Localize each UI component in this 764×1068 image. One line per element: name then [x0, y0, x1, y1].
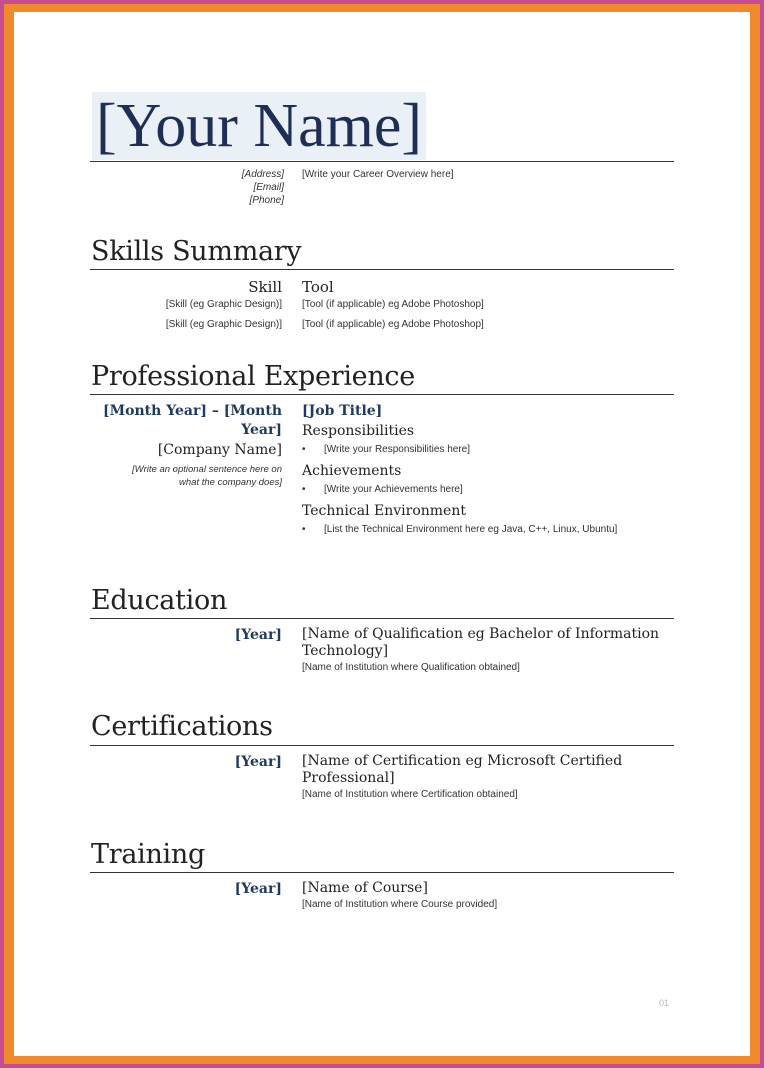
education-rule: [90, 618, 674, 619]
experience-title: Professional Experience: [91, 361, 415, 392]
skills-rule: [90, 269, 674, 270]
qualification-line1[interactable]: [Name of Qualification eg Bachelor of Information: [302, 626, 660, 642]
tool-row-1[interactable]: [Tool (if applicable) eg Adobe Photoshop]: [302, 299, 484, 310]
company-desc-line1[interactable]: [Write an optional sentence here on: [132, 464, 282, 475]
tool-row-2[interactable]: [Tool (if applicable) eg Adobe Photoshop]: [302, 319, 484, 330]
resume-page: [14, 12, 750, 1056]
email-text[interactable]: [Email]: [253, 182, 284, 193]
company-name[interactable]: [Company Name]: [157, 442, 282, 458]
certification-line1[interactable]: [Name of Certification eg Microsoft Certified: [302, 753, 623, 769]
name-rule: [90, 161, 674, 162]
training-year[interactable]: [Year]: [234, 881, 282, 897]
achievements-item[interactable]: • [Write your Achievements here]: [302, 484, 463, 495]
training-rule: [90, 872, 674, 873]
tool-column-header: Tool: [302, 278, 334, 296]
phone-text[interactable]: [Phone]: [249, 195, 284, 206]
bullet-icon: •: [302, 444, 306, 455]
certifications-rule: [90, 745, 674, 746]
certification-institution[interactable]: [Name of Institution where Certification obtained]: [302, 789, 518, 800]
experience-left: [103, 402, 282, 489]
training-institution[interactable]: [Name of Institution where Course provided]: [302, 899, 498, 910]
experience-rule: [90, 394, 674, 395]
training-details: [302, 880, 497, 911]
certification-year[interactable]: [Year]: [234, 754, 282, 770]
training-title: Training: [91, 839, 205, 870]
skill-row-2[interactable]: [Skill (eg Graphic Design)]: [165, 319, 282, 330]
career-overview[interactable]: [Write your Career Overview here]: [302, 169, 454, 180]
tech-heading: Technical Environment: [302, 503, 466, 519]
certifications-title: Certifications: [91, 711, 273, 742]
employment-dates-line2[interactable]: Year]: [241, 422, 282, 438]
employment-dates-line1[interactable]: [Month Year] – [Month: [103, 403, 282, 419]
achievements-heading: Achievements: [302, 463, 402, 479]
contact-block: [164, 168, 284, 207]
course-name[interactable]: [Name of Course]: [302, 880, 428, 896]
company-desc-line2[interactable]: what the company does]: [179, 477, 282, 488]
certification-details: [302, 753, 622, 801]
address-text[interactable]: [Address]: [241, 169, 284, 180]
education-details: [302, 626, 659, 674]
qualification-line2[interactable]: Technology]: [302, 643, 389, 659]
name-highlight: [92, 92, 426, 160]
certification-line2[interactable]: Professional]: [302, 770, 395, 786]
skill-column-header: Skill: [248, 278, 282, 296]
education-institution[interactable]: [Name of Institution where Qualification obtained]: [302, 662, 520, 673]
bullet-icon: •: [302, 484, 306, 495]
page-number: 01: [659, 998, 670, 1008]
responsibilities-heading: Responsibilities: [302, 423, 415, 439]
education-year[interactable]: [Year]: [234, 627, 282, 643]
skill-row-1[interactable]: [Skill (eg Graphic Design)]: [165, 299, 282, 310]
resume-name[interactable]: [Your Name]: [96, 92, 423, 160]
responsibilities-item[interactable]: • [Write your Responsibilities here]: [302, 444, 470, 455]
education-title: Education: [91, 585, 228, 616]
job-title[interactable]: [Job Title]: [302, 403, 383, 419]
tech-item[interactable]: • [List the Technical Environment here eg Java, C++, Linux, Ubuntu]: [302, 524, 618, 535]
bullet-icon: •: [302, 524, 306, 535]
experience-right: [302, 402, 617, 536]
skills-title: Skills Summary: [91, 236, 302, 267]
